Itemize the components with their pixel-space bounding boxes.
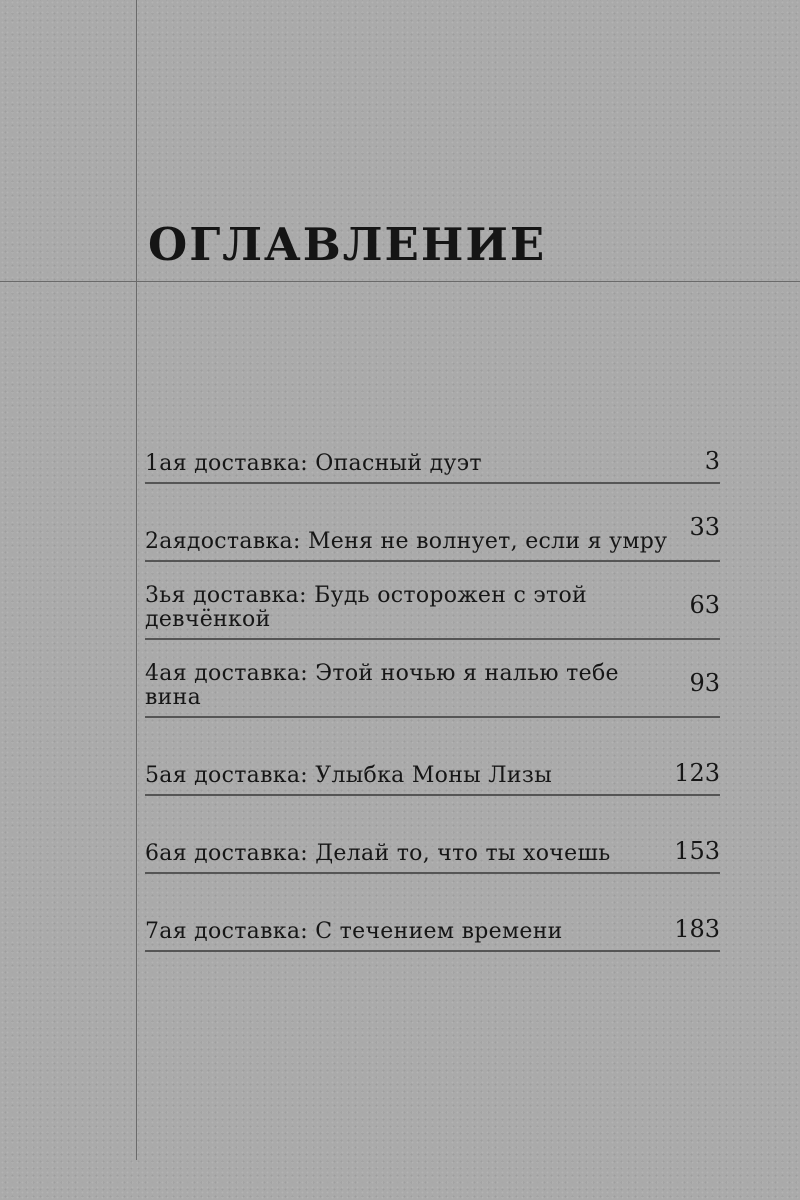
- toc-chapter-title: 6ая доставка: Делай то, что ты хочешь: [145, 841, 611, 866]
- toc-chapter-title: 5ая доставка: Улыбка Моны Лизы: [145, 763, 552, 788]
- vertical-rule: [136, 0, 137, 1160]
- toc-entry-3: [145, 570, 720, 648]
- toc-entry-row: [145, 760, 720, 796]
- toc-chapter-title: 1ая доставка: Опасный дуэт: [145, 451, 482, 476]
- toc-page-number: 153: [674, 837, 720, 865]
- toc-page-number: 33: [689, 513, 720, 541]
- toc-page-number: 63: [689, 591, 720, 619]
- toc-chapter-title: 7ая доставка: С течением времени: [145, 919, 563, 944]
- toc-entry-row: [145, 838, 720, 874]
- toc-chapter-title: 2аядоставка: Меня не волнует, если я умру: [145, 529, 668, 554]
- toc-entry-1: [145, 414, 720, 492]
- toc-entry-2: [145, 492, 720, 570]
- horizontal-rule: [0, 281, 800, 282]
- toc-entry-row: [145, 662, 720, 718]
- toc-page-number: 3: [704, 447, 720, 475]
- table-of-contents: [145, 414, 720, 960]
- toc-page-number: 93: [689, 669, 720, 697]
- page-title: ОГЛАВЛЕНИЕ: [148, 218, 547, 271]
- toc-entry-7: [145, 882, 720, 960]
- toc-entry-6: [145, 804, 720, 882]
- toc-entry-row: [145, 584, 720, 640]
- toc-entry-4: [145, 648, 720, 726]
- toc-entry-row: [145, 514, 720, 562]
- toc-entry-5: [145, 726, 720, 804]
- toc-page-number: 123: [674, 759, 720, 787]
- toc-entry-row: [145, 448, 720, 484]
- toc-chapter-title: 3ья доставка: Будь осторожен с этой девчёнкой: [145, 583, 587, 632]
- toc-entry-row: [145, 916, 720, 952]
- toc-chapter-title: 4ая доставка: Этой ночью я налью тебе вина: [145, 661, 619, 710]
- toc-page-number: 183: [674, 915, 720, 943]
